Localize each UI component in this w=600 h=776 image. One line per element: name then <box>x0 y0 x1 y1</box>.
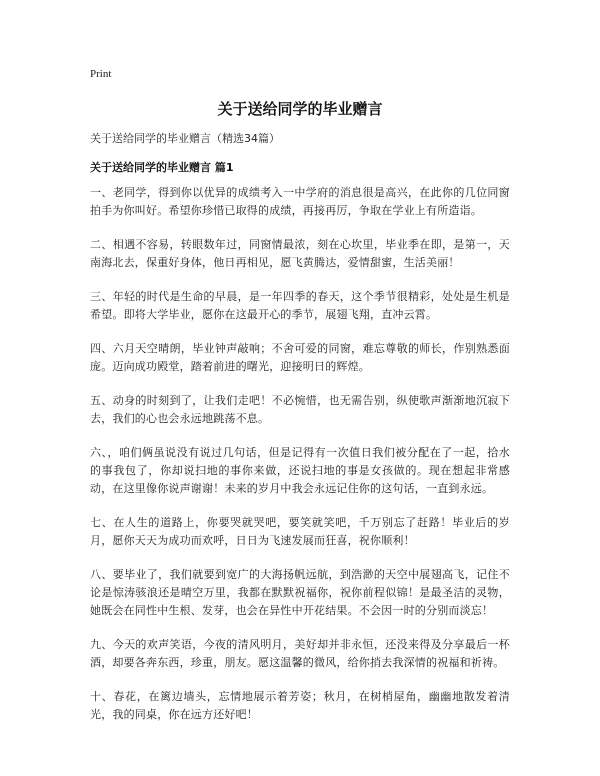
paragraph: 九、今天的欢声笑语，今夜的清风明月，美好却并非永恒，还没来得及分享最后一杯酒，却要各奔东西，珍重，朋友。愿这温馨的微风，给你捎去我深情的祝福和祈祷。 <box>90 638 510 669</box>
paragraph: 七、在人生的道路上，你要哭就哭吧，要笑就笑吧，千万别忘了赶路！毕业后的岁月，愿你天天为成功而欢呼，日日为飞速发展而狂喜，祝你顺利！ <box>90 516 510 547</box>
paragraph: 一、老同学，得到你以优异的成绩考入一中学府的消息很是高兴，在此你的几位同窗拍手为你叫好。希望你珍惜已取得的成绩，再接再厉，争取在学业上有所造诣。 <box>90 186 510 217</box>
paragraph: 五、动身的时刻到了，让我们走吧！不必惋惜，也无需告别，纵使歌声渐渐地沉寂下去，我们的心也会永远地跳荡不息。 <box>90 394 510 425</box>
print-link[interactable]: Print <box>90 68 112 80</box>
document-body <box>90 184 510 740</box>
paragraph: 四、六月天空晴朗，毕业钟声敲响；不舍可爱的同窗，难忘尊敬的师长，作别熟悉面庞。迈向成功殿堂，踏着前进的曙光，迎接明日的辉煌。 <box>90 342 510 373</box>
paragraph: 八、要毕业了，我们就要到宽广的大海扬帆远航，到浩渺的天空中展翅高飞，记住不论是惊涛骇浪还是晴空万里，我都在默默祝福你，祝你前程似锦！是最圣洁的灵物，她既会在同性中生根、发芽，也会在异性中开花结果。不会因一时的分别而淡忘！ <box>90 568 510 617</box>
paragraph: 三、年轻的时代是生命的早晨，是一年四季的春天，这个季节很精彩，处处是生机是希望。即将大学毕业，愿你在这最开心的季节，展翅飞翔，直冲云霄。 <box>90 290 510 321</box>
page-title: 关于送给同学的毕业赠言 <box>217 100 383 118</box>
section-heading: 关于送给同学的毕业赠言 篇1 <box>90 161 234 174</box>
paragraph: 六、，咱们俩虽说没有说过几句话，但是记得有一次值日我们被分配在了一起，拾水的事我包了，你却说扫地的事你来做，还说扫地的事是女孩做的。现在想起非常感动，在这里像你说声谢谢！未来的岁月中我会永远记住你的这句话，一直到永远。 <box>90 446 510 495</box>
document-subtitle: 关于送给同学的毕业赠言（精选34篇） <box>90 132 280 145</box>
paragraph: 二、相遇不容易，转眼数年过，同窗情最浓，刻在心坎里，毕业季在即，是第一，天南海北去，保重好身体，他日再相见，愿飞黄腾达，爱情甜蜜，生活美丽！ <box>90 238 510 269</box>
paragraph: 十、春花，在篱边墙头，忘情地展示着芳姿；秋月，在树梢屋角，幽幽地散发着清光，我的同桌，你在远方还好吧！ <box>90 690 510 721</box>
